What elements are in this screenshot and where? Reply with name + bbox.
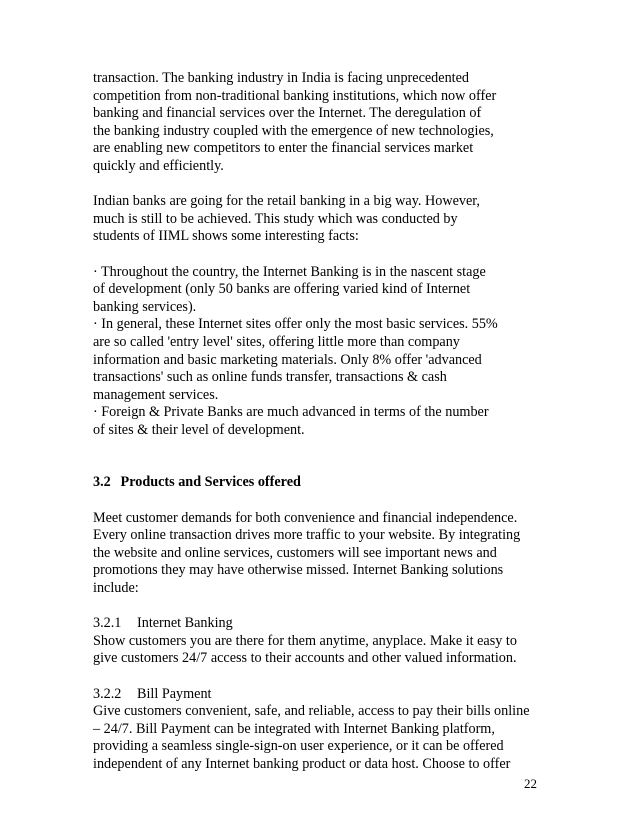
text-line: of sites & their level of development. xyxy=(93,421,305,438)
paragraph-spacer xyxy=(93,598,553,616)
paragraph-indian-banks xyxy=(93,193,553,246)
section-heading xyxy=(93,474,553,492)
text-line: are so called 'entry level' sites, offering little more than company xyxy=(93,333,460,350)
text-line: promotions they may have otherwise missed. Internet Banking solutions xyxy=(93,562,504,579)
paragraph-spacer xyxy=(93,246,553,264)
subsection-title: Bill Payment xyxy=(137,685,212,702)
text-line: of development (only 50 banks are offering varied kind of Internet xyxy=(93,281,471,298)
text-line: Indian banks are going for the retail banking in a big way. However, xyxy=(93,193,480,210)
text-line: transaction. The banking industry in India is facing unprecedented xyxy=(93,70,469,86)
section-spacer xyxy=(93,439,553,474)
text-line: banking services). xyxy=(93,298,197,315)
subsection-number: 3.2.1 xyxy=(93,615,122,632)
bullet-line: · Foreign & Private Banks are much advanced in terms of the number xyxy=(93,404,489,421)
subsection-bill-payment xyxy=(93,686,553,774)
text-line: the banking industry coupled with the emergence of new technologies, xyxy=(93,122,494,139)
paragraph-spacer xyxy=(93,176,553,194)
text-line: – 24/7. Bill Payment can be integrated with Internet Banking platform, xyxy=(93,720,495,737)
text-line: banking and financial services over the Internet. The deregulation of xyxy=(93,105,482,122)
paragraph-banking-competition xyxy=(93,70,553,176)
subsection-title: Internet Banking xyxy=(137,615,233,632)
text-line: include: xyxy=(93,580,139,597)
page-number: 22 xyxy=(524,776,537,791)
text-line: competition from non-traditional banking institutions, which now offer xyxy=(93,87,497,104)
subsection-heading xyxy=(93,686,553,704)
subsection-heading xyxy=(93,615,553,633)
paragraph-section-intro xyxy=(93,510,553,598)
text-line: providing a seamless single-sign-on user experience, or it can be offered xyxy=(93,738,504,755)
text-line: management services. xyxy=(93,386,219,403)
text-line: independent of any Internet banking product or data host. Choose to offer xyxy=(93,755,511,772)
subsection-number: 3.2.2 xyxy=(93,685,122,702)
text-line: give customers 24/7 access to their accounts and other valued information. xyxy=(93,650,517,667)
text-line: information and basic marketing materials. Only 8% offer 'advanced xyxy=(93,351,482,368)
text-line: Every online transaction drives more traffic to your website. By integrating xyxy=(93,527,521,544)
text-line: Give customers convenient, safe, and reliable, access to pay their bills online xyxy=(93,703,530,720)
paragraph-spacer xyxy=(93,668,553,686)
text-line: transactions' such as online funds transfer, transactions & cash xyxy=(93,369,447,386)
text-line: students of IIML shows some interesting facts: xyxy=(93,228,359,245)
subsection-internet-banking xyxy=(93,615,553,668)
text-line: Show customers you are there for them anytime, anyplace. Make it easy to xyxy=(93,632,517,649)
text-line: are enabling new competitors to enter the financial services market xyxy=(93,140,474,157)
paragraph-study-facts xyxy=(93,264,553,440)
text-line: much is still to be achieved. This study which was conducted by xyxy=(93,210,458,227)
paragraph-spacer xyxy=(93,492,553,510)
text-line: the website and online services, customers will see important news and xyxy=(93,544,497,561)
bullet-line: · In general, these Internet sites offer only the most basic services. 55% xyxy=(93,316,498,333)
page-body xyxy=(93,70,553,774)
text-line: Meet customer demands for both convenience and financial independence. xyxy=(93,509,518,526)
text-line: quickly and efficiently. xyxy=(93,157,224,174)
bullet-line: · Throughout the country, the Internet Banking is in the nascent stage xyxy=(93,263,486,280)
section-title: Products and Services offered xyxy=(120,474,301,491)
section-number: 3.2 xyxy=(93,474,111,491)
